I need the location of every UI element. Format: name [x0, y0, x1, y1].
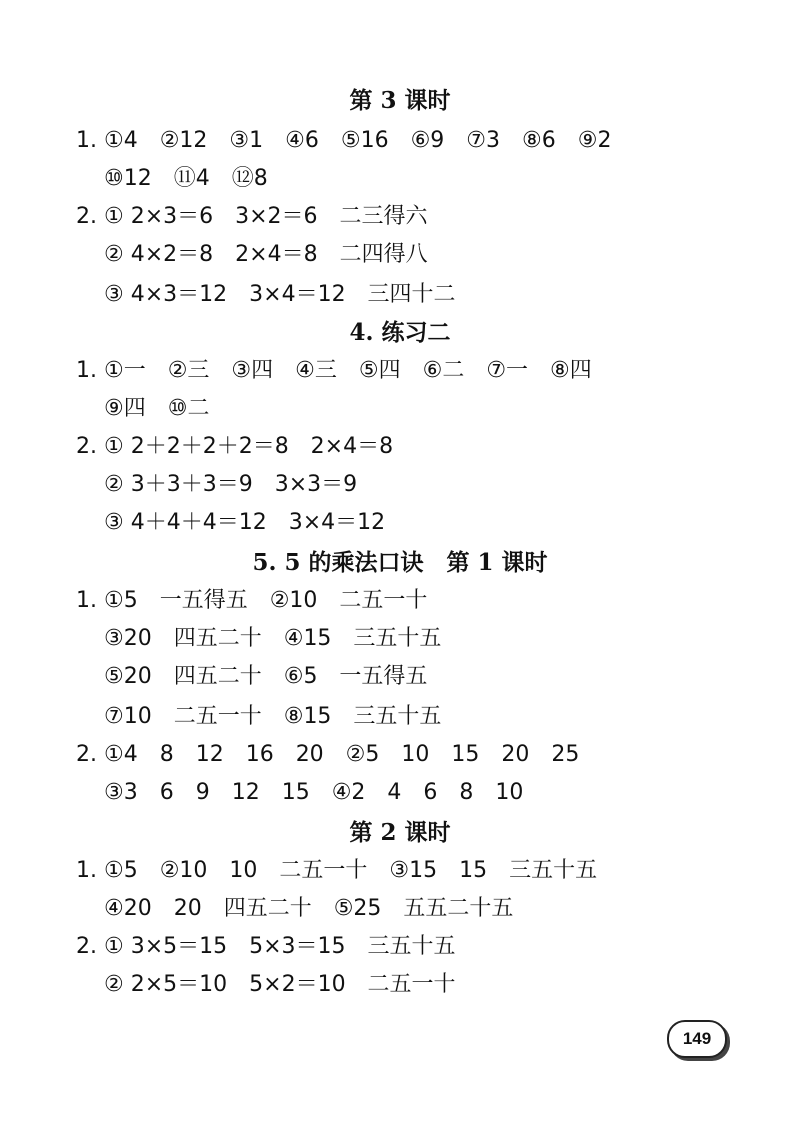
answer-line: ③ 4×3＝12 3×4＝12 三四十二 [104, 282, 456, 307]
answer-line: 2. ① 2×3＝6 3×2＝6 二三得六 [76, 204, 428, 229]
section-heading: 4. 练习二 [349, 319, 451, 346]
answer-line: ③ 4＋4＋4＝12 3×4＝12 [104, 510, 386, 535]
answer-line: ⑨四 ⑩二 [104, 396, 210, 421]
answer-line: 2. ①4 8 12 16 20 ②5 10 15 20 25 [76, 742, 580, 767]
page-number-badge: 149 [667, 1020, 727, 1058]
answer-line: 1. ①5 一五得五 ②10 二五一十 [76, 588, 428, 613]
answer-line: 2. ① 3×5＝15 5×3＝15 三五十五 [76, 934, 456, 959]
answer-line: ⑤20 四五二十 ⑥5 一五得五 [104, 664, 428, 689]
answer-line: ② 3＋3＋3＝9 3×3＝9 [104, 472, 358, 497]
section-heading: 第 2 课时 [349, 819, 451, 846]
answer-line: ④20 20 四五二十 ⑤25 五五二十五 [104, 896, 514, 921]
answer-line: 1. ①4 ②12 ③1 ④6 ⑤16 ⑥9 ⑦3 ⑧6 ⑨2 [76, 128, 612, 153]
section-heading: 5. 5 的乘法口诀 第 1 课时 [252, 549, 548, 576]
answer-line: 2. ① 2＋2＋2＋2＝8 2×4＝8 [76, 434, 394, 459]
answer-line: 1. ①5 ②10 10 二五一十 ③15 15 三五十五 [76, 858, 598, 883]
answer-line: ③20 四五二十 ④15 三五十五 [104, 626, 442, 651]
answer-line: ③3 6 9 12 15 ④2 4 6 8 10 [104, 780, 524, 805]
answer-line: ⑩12 ⑪4 ⑫8 [104, 166, 268, 191]
answer-line: ② 4×2＝8 2×4＝8 二四得八 [104, 242, 428, 267]
section-heading: 第 3 课时 [349, 87, 451, 114]
answer-line: 1. ①一 ②三 ③四 ④三 ⑤四 ⑥二 ⑦一 ⑧四 [76, 358, 592, 383]
answer-line: ⑦10 二五一十 ⑧15 三五十五 [104, 704, 442, 729]
answer-line: ② 2×5＝10 5×2＝10 二五一十 [104, 972, 456, 997]
